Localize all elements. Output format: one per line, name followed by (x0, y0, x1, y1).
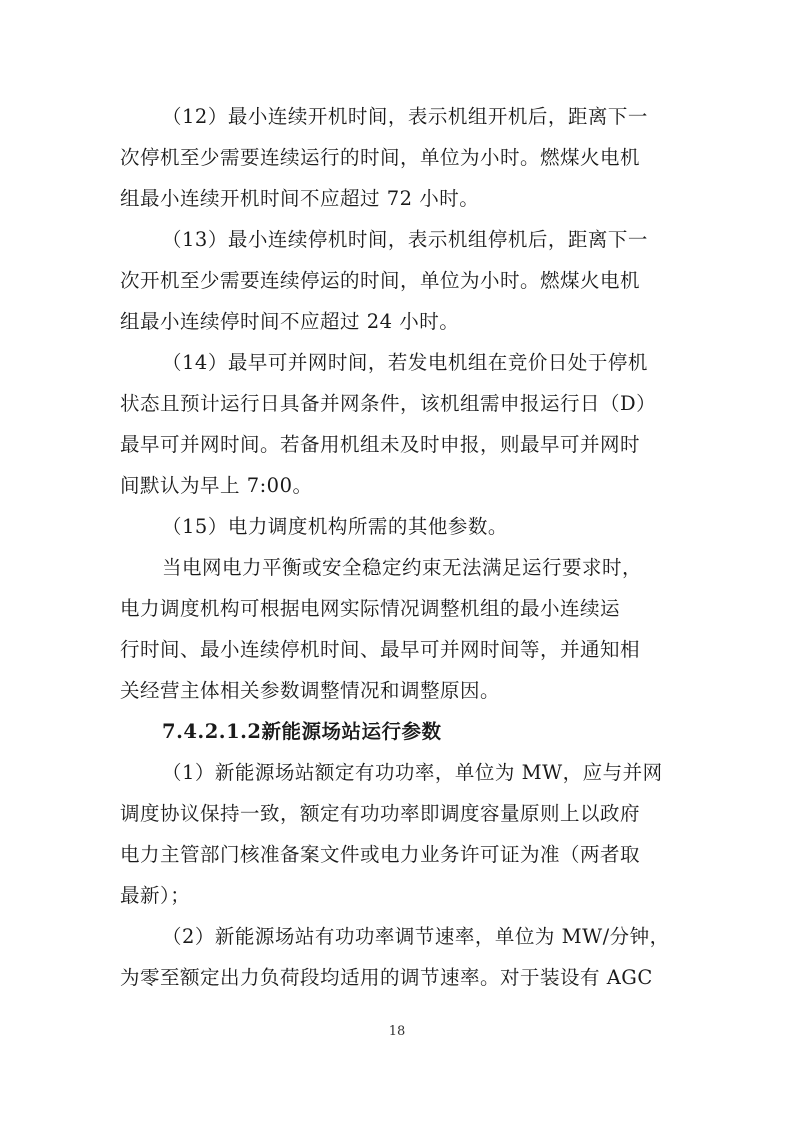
paragraph-line: 最早可并网时间。若备用机组未及时申报，则最早可并网时 (120, 433, 641, 456)
paragraph-line: （12）最小连续开机时间，表示机组开机后，距离下一 (162, 105, 648, 128)
paragraph-line: 状态且预计运行日具备并网条件，该机组需申报运行日（D） (120, 392, 657, 415)
paragraph-line: （1）新能源场站额定有功功率，单位为 MW，应与并网 (162, 761, 663, 784)
paragraph-line: （2）新能源场站有功功率调节速率，单位为 MW/分钟， (162, 925, 670, 948)
paragraph-line: 关经营主体相关参数调整情况和调整原因。 (120, 679, 501, 702)
paragraph-line: 次停机至少需要连续运行的时间，单位为小时。燃煤火电机 (120, 146, 641, 169)
paragraph-line: （14）最早可并网时间，若发电机组在竞价日处于停机 (162, 351, 648, 374)
section-heading: 7.4.2.1.2新能源场站运行参数 (162, 720, 442, 743)
paragraph-line: 组最小连续开机时间不应超过 72 小时。 (120, 187, 480, 210)
paragraph-line: 电力调度机构可根据电网实际情况调整机组的最小连续运 (120, 597, 621, 620)
paragraph-line: 当电网电力平衡或安全稳定约束无法满足运行要求时， (162, 556, 643, 579)
paragraph-line: （15）电力调度机构所需的其他参数。 (162, 515, 508, 538)
paragraph-line: 为零至额定出力负荷段均适用的调节速率。对于装设有 AGC (120, 966, 653, 989)
paragraph-line: 组最小连续停时间不应超过 24 小时。 (120, 310, 460, 333)
paragraph-line: （13）最小连续停机时间，表示机组停机后，距离下一 (162, 228, 648, 251)
page-number: 18 (388, 1024, 406, 1039)
paragraph-line: 调度协议保持一致，额定有功功率即调度容量原则上以政府 (120, 802, 641, 825)
paragraph-line: 次开机至少需要连续停运的时间，单位为小时。燃煤火电机 (120, 269, 641, 292)
paragraph-line: 最新）； (120, 884, 191, 907)
paragraph-line: 间默认为早上 7:00。 (120, 474, 313, 497)
paragraph-line: 行时间、最小连续停机时间、最早可并网时间等，并通知相 (120, 638, 641, 661)
paragraph-line: 电力主管部门核准备案文件或电力业务许可证为准（两者取 (120, 843, 641, 866)
body-text (120, 96, 676, 998)
